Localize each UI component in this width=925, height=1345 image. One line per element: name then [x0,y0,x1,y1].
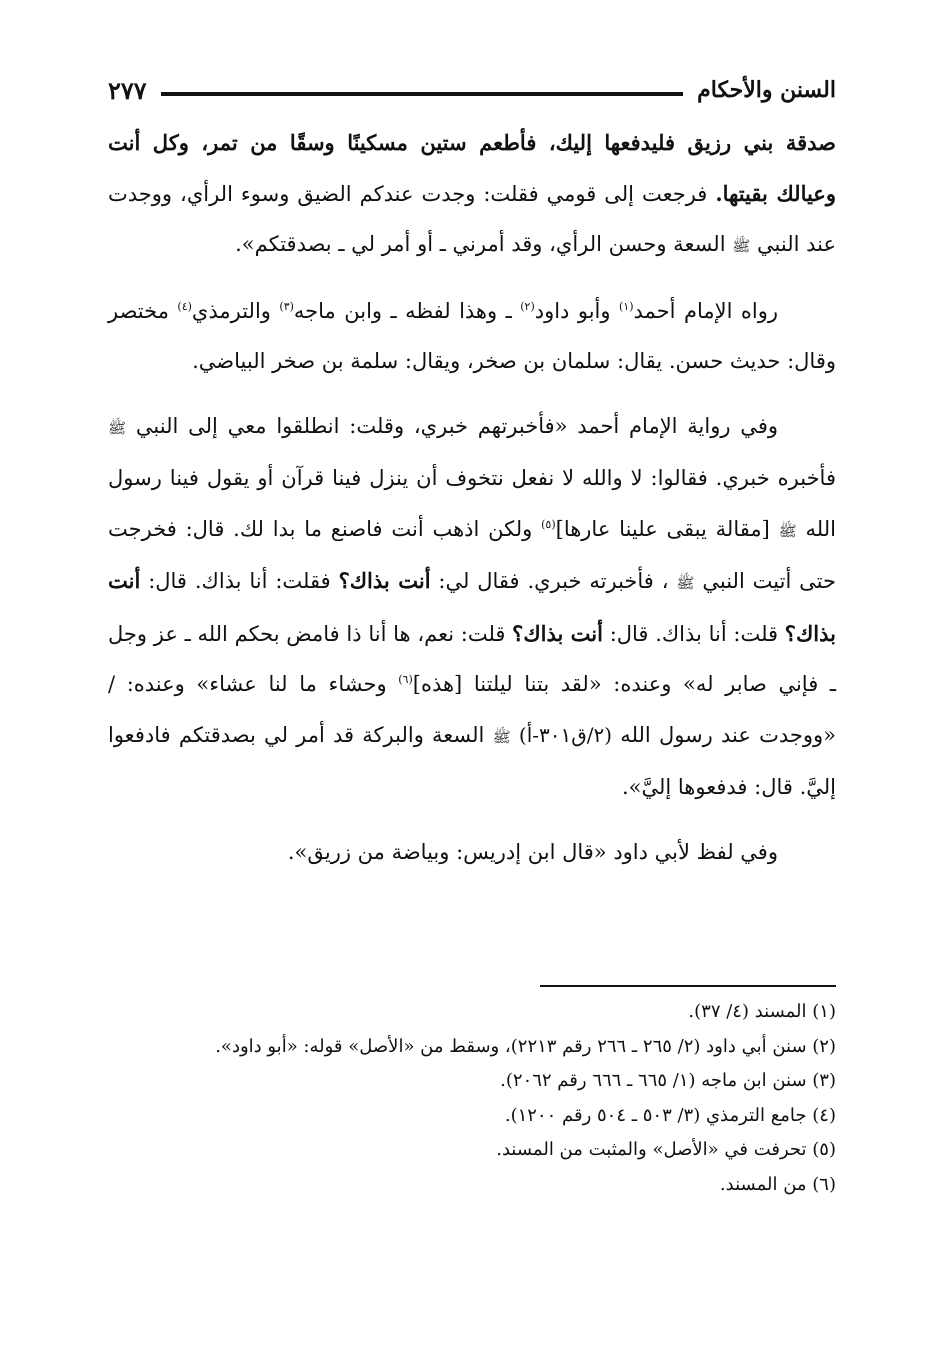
text-run: ولكن اذهب أنت فاصنع ما بدا لك. قال: فخرجت حتى أتيت النبي [108,516,836,593]
footnote-1: (١) المسند (٤/ ٣٧). [688,1001,836,1022]
bold-question: أنت بذاك؟ [108,568,836,646]
paragraph-1 [108,118,836,272]
bold-passage: صدقة بني رزيق فليدفعها إليك، فأطعم ستين مسكينًا وسقًا من تمر، وكل أنت وعيالك بقيتها. [108,130,836,206]
footnote-6: (٦) من المسند. [719,1173,836,1195]
bold-question: أنت بذاك؟ [512,620,603,646]
text-run: ـ وهذا لفظه ـ وابن ماجه [293,298,521,323]
text-run: وحشاء ما لنا عشاء» وعنده: / «ووجدت عند رسول الله [108,672,836,747]
text-run: السعة وحسن الرأي، وقد أمرني ـ أو أمر لي ـ بصدقتكم». [235,232,733,256]
text-run: والترمذي [191,298,280,323]
paragraph-2 [108,286,836,387]
text-run: وفي لفظ لأبي داود «قال ابن إدريس: وبياضة من زريق». [287,839,778,864]
text-run: وفي رواية الإمام أحمد «فأخبرتهم خبري، وقلت: انطلقوا معي إلى النبي [126,413,778,438]
text-run: [مقالة يبقى علينا عارها] [555,516,779,541]
text-run: وأبو داود [534,298,619,323]
text-run: فقلت: أنا بذاك. قال: [140,569,339,593]
footnote-separator [540,985,836,987]
salutation-glyph: ﷺ [676,574,695,592]
footnote-4: (٤) جامع الترمذي (٣/ ٥٠٣ ـ ٥٠٤ رقم ١٢٠٠). [504,1104,836,1126]
footnote-ref: (٥) [541,517,556,531]
manuscript-folio-note: (٢/ق٣٠١-أ) [518,722,613,747]
text-run: ، فأخبرته خبري. فقال لي: [430,569,677,593]
header-rule [161,92,683,96]
footnote-ref: (١) [619,299,634,313]
footnote-ref: (٤) [177,299,192,313]
paragraph-3 [108,401,836,813]
paragraph-4 [108,827,836,878]
footnote-5: (٥) تحرفت في «الأصل» والمثبت من المسند. [496,1139,836,1160]
main-text [108,118,836,877]
text-run: فرجعت إلى قومي فقلت: وجدت عندكم الضيق وسوء الرأي، ووجدت عند النبي [108,181,836,256]
footnote-2: (٢) سنن أبي داود (٢/ ٢٦٥ ـ ٢٦٦ رقم ٢٢١٣)، وسقط من «الأصل» قوله: «أبو داود». [215,1035,836,1057]
salutation-glyph: ﷺ [108,418,127,437]
footnote-3: (٣) سنن ابن ماجه (١/ ٦٦٥ ـ ٦٦٦ رقم ٢٠٦٢). [500,1070,836,1091]
text-run: رواه الإمام أحمد [633,298,778,323]
salutation-glyph: ﷺ [732,237,751,255]
text-run: السعة والبركة قد أمر لي بصدقتكم فادفعوا إليَّ. قال: فدفعوها إليَّ». [108,722,836,799]
page-header [108,70,836,110]
page-number: ٢٧٧ [108,75,147,105]
text-run: مختصر وقال: حديث حسن. يقال: سلمان بن صخر، ويقال: سلمة بن صخر البياضي. [108,298,836,373]
text-run: قلت: نعم، ها أنا ذا فامض بحكم الله ـ عز وجل ـ فإني صابر له» وعنده: «لقد بتنا ليلتنا [هذه] [108,621,837,696]
salutation-glyph: ﷺ [778,521,797,540]
running-title: السنن والأحكام [697,77,836,103]
salutation-glyph: ﷺ [492,727,511,746]
footnote-ref: (٢) [520,299,535,313]
text-run: قلت: أنا بذاك. قال: [602,621,785,646]
text-run: فأخبره خبري. فقالوا: لا والله لا نفعل نتخوف أن ينزل فينا قرآن أو يقول فينا رسول الله [108,466,836,541]
footnote-ref: (٦) [398,673,413,686]
bold-question: أنت بذاك؟ [338,568,431,593]
footnotes [108,995,836,1202]
footnote-ref: (٣) [279,299,294,313]
